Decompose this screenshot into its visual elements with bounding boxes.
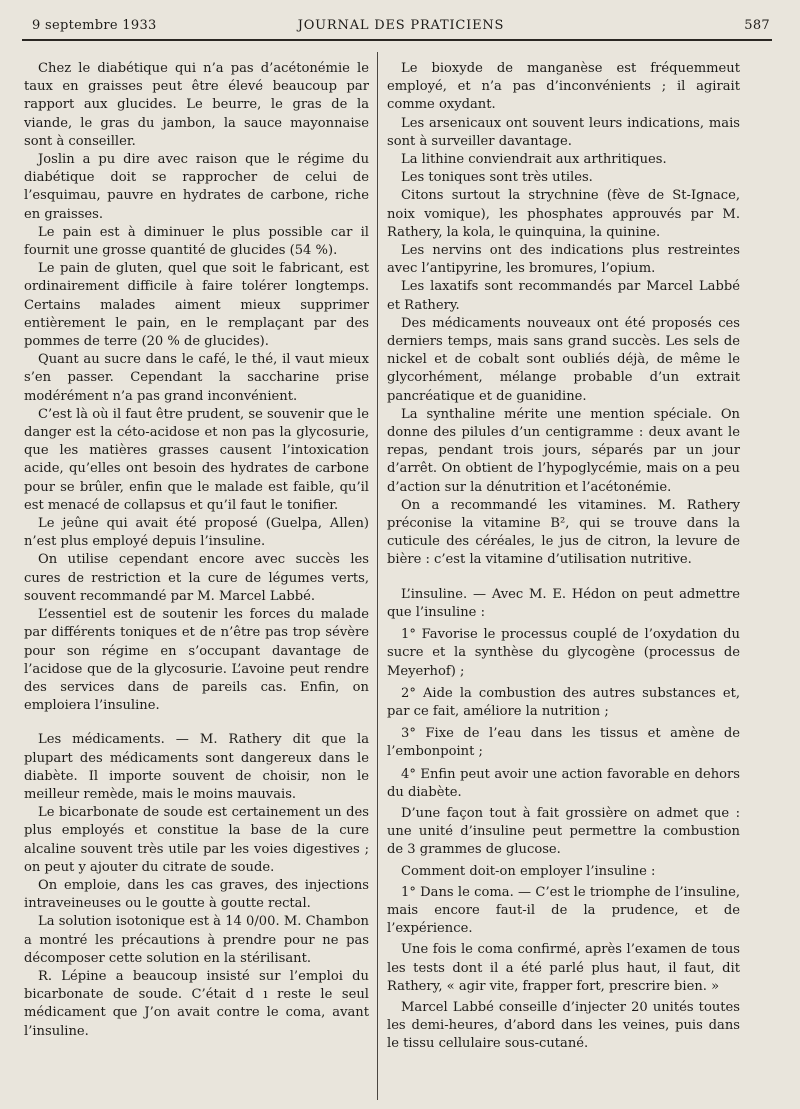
- paragraph: Joslin a pu dire avec raison que le régime du diabétique doit se rapprocher de celui de l’esquimau, pauvre en hydrates de carbone, riche en graisses.: [24, 152, 369, 222]
- paragraph: La lithine conviendrait aux arthritiques.: [401, 152, 667, 168]
- header-journal-title: JOURNAL DES PRATICIENS: [297, 18, 505, 33]
- paragraph: Quant au sucre dans le café, le thé, il vaut mieux s’en passer. Cependant la saccharine prise modérément n’a pas grand inconvénient.: [24, 352, 369, 404]
- column-divider: [377, 52, 378, 1100]
- paragraph: Le pain de gluten, quel que soit le fabricant, est ordinairement difficile à faire tolérer longtemps. Certains malades aiment mieux supprimer entièrement le pain, en le remplaçant par des pommes de terre (20 % de glucides).: [24, 261, 369, 350]
- paragraph: On utilise cependant encore avec succès les cures de restriction et la cure de légumes verts, souvent recommandé par M. Marcel Labbé.: [24, 552, 369, 604]
- paragraph: R. Lépine a beaucoup insisté sur l’emploi du bicarbonate de soude. C’était d ı reste le seul médicament que J’on avait contre le coma, avant l’insuline.: [24, 968, 369, 1039]
- paragraph: Marcel Labbé conseille d’injecter 20 unités toutes les demi-heures, d’abord dans les veines, puis dans le tissu cellulaire sous-cutané.: [387, 999, 740, 1052]
- paragraph: On emploie, dans les cas graves, des injections intraveineuses ou le goutte à goutte rectal.: [24, 877, 369, 912]
- paragraph: Les nervins ont des indications plus restreintes avec l’antipyrine, les bromures, l’opium.: [387, 243, 740, 277]
- paragraph: Les toniques sont très utiles.: [401, 170, 593, 186]
- paragraph: C’est là où il faut être prudent, se souvenir que le danger est la céto-acidose et non pas la glycosurie, que les matières grasses causent l’intoxication acide, qu’elles ont besoin des hydrates de carbone pour se brûler, enfin que le malade est faible, qu’il est menacé de collapsus et qu’il faut le tonifier.: [24, 406, 369, 513]
- list-item: 2° Aide la combustion des autres substances et, par ce fait, améliore la nutrition ;: [387, 685, 740, 719]
- paragraph: L’essentiel est de soutenir les forces du malade par différents toniques et de n’être pas trop sévère pour son régime en s’occupant davantage de l’acidose que de la glycosurie. L’avoine peut rendre des services dans de pareils cas. Enfin, on emploiera l’insuline.: [24, 607, 369, 714]
- paragraph: On a recommandé les vitamines. M. Rathery préconise la vitamine B², qui se trouve dans la cuticule des céréales, le jus de citron, la levure de bière : c’est la vitamine d’utilisation nutritive.: [387, 497, 740, 568]
- list-item: 3° Fixe de l’eau dans les tissus et amène de l’embonpoint ;: [387, 726, 740, 760]
- paragraph: Des médicaments nouveaux ont été proposés ces derniers temps, mais sans grand succès. Les sels de nickel et de cobalt sont oubliés déjà, de même le glycorhément, mélange probable d’un extrait pancréatique et de guanidine.: [387, 315, 740, 404]
- paragraph: D’une façon tout à fait grossière on admet que : une unité d’insuline peut permettre la combustion de 3 grammes de glucose.: [387, 805, 740, 858]
- paragraph: Citons surtout la strychnine (fève de St-Ignace, noix vomique), les phosphates approuvés par M. Rathery, la kola, le quinquina, la quinine.: [387, 188, 740, 240]
- header-page-number: 587: [744, 18, 770, 33]
- header-rule: [22, 39, 772, 41]
- paragraph: Le jeûne qui avait été proposé (Guelpa, Allen) n’est plus employé depuis l’insuline.: [24, 516, 369, 550]
- paragraph: Comment doit-on employer l’insuline :: [401, 863, 656, 879]
- paragraph: Le pain est à diminuer le plus possible car il fournit une grosse quantité de glucides (54 %).: [24, 224, 369, 259]
- paragraph: La solution isotonique est à 14 0/00. M. Chambon a montré les précautions à prendre pour ne pas décomposer cette solution en la stérilisant.: [24, 914, 369, 966]
- right-column: [387, 60, 740, 1054]
- left-column: [24, 60, 369, 1041]
- paragraph: Les arsenicaux ont souvent leurs indications, mais sont à surveiller davantage.: [387, 115, 740, 149]
- paragraph: Les laxatifs sont recommandés par Marcel Labbé et Rathery.: [387, 279, 740, 313]
- header-date: 9 septembre 1933: [32, 18, 157, 33]
- paragraph: Une fois le coma confirmé, après l’examen de tous les tests dont il a été parlé plus haut, il faut, dit Rathery, « agir vite, frapper fort, prescrire bien. »: [387, 942, 740, 994]
- list-item: 1° Favorise le processus couplé de l’oxydation du sucre et la synthèse du glycogène (processus de Meyerhof) ;: [387, 627, 740, 679]
- list-item: 4° Enfin peut avoir une action favorable en dehors du diabète.: [387, 766, 740, 800]
- paragraph: Chez le diabétique qui n’a pas d’acétonémie le taux en graisses peut être élevé beaucoup par rapport aux glucides. Le beurre, le gras de la viande, le gras du jambon, la sauce mayonnaise sont à conseiller.: [24, 61, 369, 149]
- running-header: [32, 18, 770, 38]
- paragraph: Le bioxyde de manganèse est fréquemmeut employé, et n’a pas d’inconvénients ; il agirait comme oxydant.: [387, 61, 740, 113]
- section-heading-paragraph: Les médicaments. — M. Rathery dit que la plupart des médicaments sont dangereux dans le diabète. Il importe souvent de choisir, non le meilleur remède, mais le moins mauvais.: [24, 732, 369, 802]
- paragraph: La synthaline mérite une mention spéciale. On donne des pilules d’un centigramme : deux avant le repas, pendant trois jours, séparés par un jour d’arrêt. On obtient de l’hypoglycémie, mais on a peu d’action sur la dénutrition et l’acétonémie.: [387, 406, 740, 495]
- paragraph: 1° Dans le coma. — C’est le triomphe de l’insuline, mais encore faut-il de la prudence, et de l’expérience.: [387, 884, 740, 937]
- section-heading-paragraph: L’insuline. — Avec M. E. Hédon on peut admettre que l’insuline :: [387, 586, 740, 620]
- paragraph: Le bicarbonate de soude est certainement un des plus employés et constitue la base de la cure alcaline souvent très utile par les voies digestives ; on peut y ajouter du citrate de soude.: [24, 805, 369, 875]
